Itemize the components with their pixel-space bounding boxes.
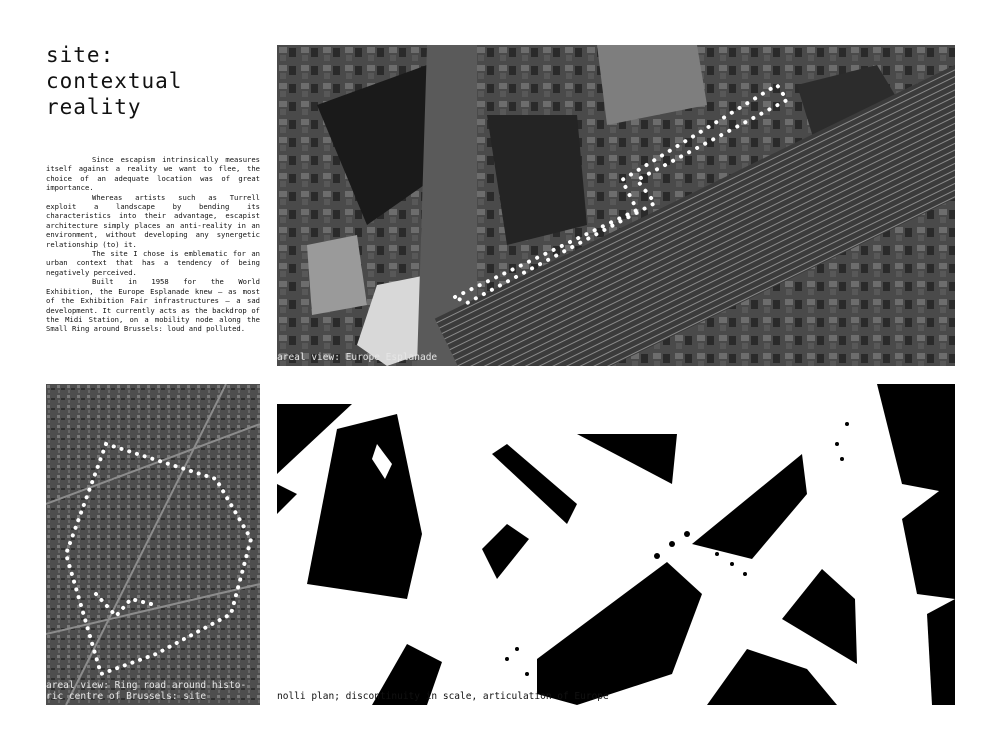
aerial-ring-image <box>46 384 260 705</box>
body-paragraph: The site I chose is emblematic for an urban context that has a tendency of being negatively perceived. <box>46 249 260 277</box>
page-title <box>46 42 246 120</box>
building-block <box>492 444 577 524</box>
body-paragraph: Whereas artists such as Turrell exploit a landscape by bending its characteristics into their advantage, escapist architecture simply places an anti-reality in an environment, without developing any synergetic relationship (to) it. <box>46 192 260 249</box>
aerial-ring-caption <box>46 680 246 702</box>
aerial-esplanade-image <box>277 45 955 366</box>
building-block <box>537 562 702 705</box>
title-line: site: <box>46 43 115 67</box>
body-paragraph: Built in 1958 for the World Exhibition, the Europe Esplanade knew – as most of the Exhibition Fair infrastructures – a sad development. It currently acts as the backdrop of the Midi Station, on a mobility node along the Small Ring around Brussels: loud and polluted. <box>46 277 260 334</box>
title-line: reality <box>46 95 142 119</box>
nolli-plan <box>277 384 955 705</box>
title-line: contextual <box>46 69 183 93</box>
building-block <box>577 434 677 484</box>
body-text <box>46 155 260 334</box>
aerial-esplanade-graphic <box>277 45 955 366</box>
aerial-esplanade-caption: areal view: Europe Esplanade <box>277 352 438 363</box>
aerial-ring-caption-line: ric centre of Brussels: site <box>46 691 207 702</box>
building-block <box>307 414 422 599</box>
aerial-ring-caption-line: areal view: Ring road around histo- <box>46 680 247 691</box>
aerial-ring-graphic <box>46 384 260 705</box>
building-block <box>692 454 807 559</box>
body-paragraph: Since escapism intrinsically measures itself against a reality we want to flee, the choice of an adequate location was of great importance. <box>46 155 260 193</box>
nolli-caption: nolli plan; discontinuity in scale, articulation of Europe <box>277 691 609 702</box>
nolli-plan-graphic <box>277 384 955 705</box>
